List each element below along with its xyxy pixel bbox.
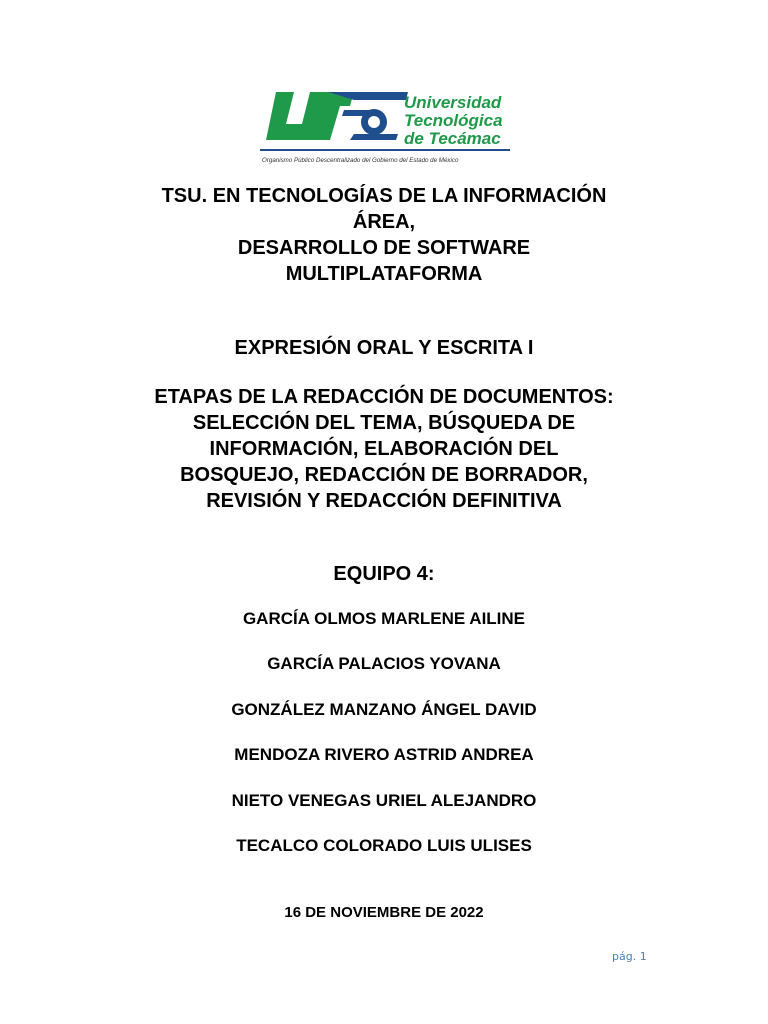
team-member: GARCÍA PALACIOS YOVANA — [267, 654, 501, 674]
topic-line-1: ETAPAS DE LA REDACCIÓN DE DOCUMENTOS: — [154, 386, 614, 408]
program-line-2: ÁREA, — [352, 211, 416, 233]
page-number: pág. 1 — [612, 950, 647, 963]
topic-line-5: REVISIÓN Y REDACCIÓN DEFINITIVA — [206, 490, 562, 512]
program-line-3: DESARROLLO DE SOFTWARE — [237, 237, 531, 259]
topic-line-3: INFORMACIÓN, ELABORACIÓN DEL — [209, 438, 559, 460]
document-date: 16 DE NOVIEMBRE DE 2022 — [284, 904, 484, 921]
topic-line-2: SELECCIÓN DEL TEMA, BÚSQUEDA DE — [192, 412, 576, 434]
logo-tagline: Organismo Público Descentralizado del Gobierno del Estado de México — [262, 157, 459, 164]
team-members-list — [0, 608, 768, 880]
program-line-1: TSU. EN TECNOLOGÍAS DE LA INFORMACIÓN — [161, 185, 607, 207]
team-member: TECALCO COLORADO LUIS ULISES — [236, 835, 532, 855]
team-member: MENDOZA RIVERO ASTRID ANDREA — [234, 745, 534, 765]
logo-name-line1: Universidad — [404, 93, 502, 112]
program-line-4: MULTIPLATAFORMA — [285, 263, 483, 285]
university-logo — [258, 88, 512, 170]
team-member: NIETO VENEGAS URIEL ALEJANDRO — [231, 790, 537, 810]
program-heading — [0, 183, 768, 287]
team-member: GARCÍA OLMOS MARLENE AILINE — [242, 609, 526, 628]
topic-title — [0, 384, 768, 514]
subject-title: EXPRESIÓN ORAL Y ESCRITA I — [234, 337, 534, 359]
logo-name-line2: Tecnológica — [404, 111, 503, 130]
team-member: GONZÁLEZ MANZANO ÁNGEL DAVID — [231, 699, 537, 719]
logo-name-line3: de Tecámac — [404, 129, 501, 148]
topic-line-4: BOSQUEJO, REDACCIÓN DE BORRADOR, — [180, 464, 588, 486]
team-title: EQUIPO 4: — [333, 563, 435, 585]
